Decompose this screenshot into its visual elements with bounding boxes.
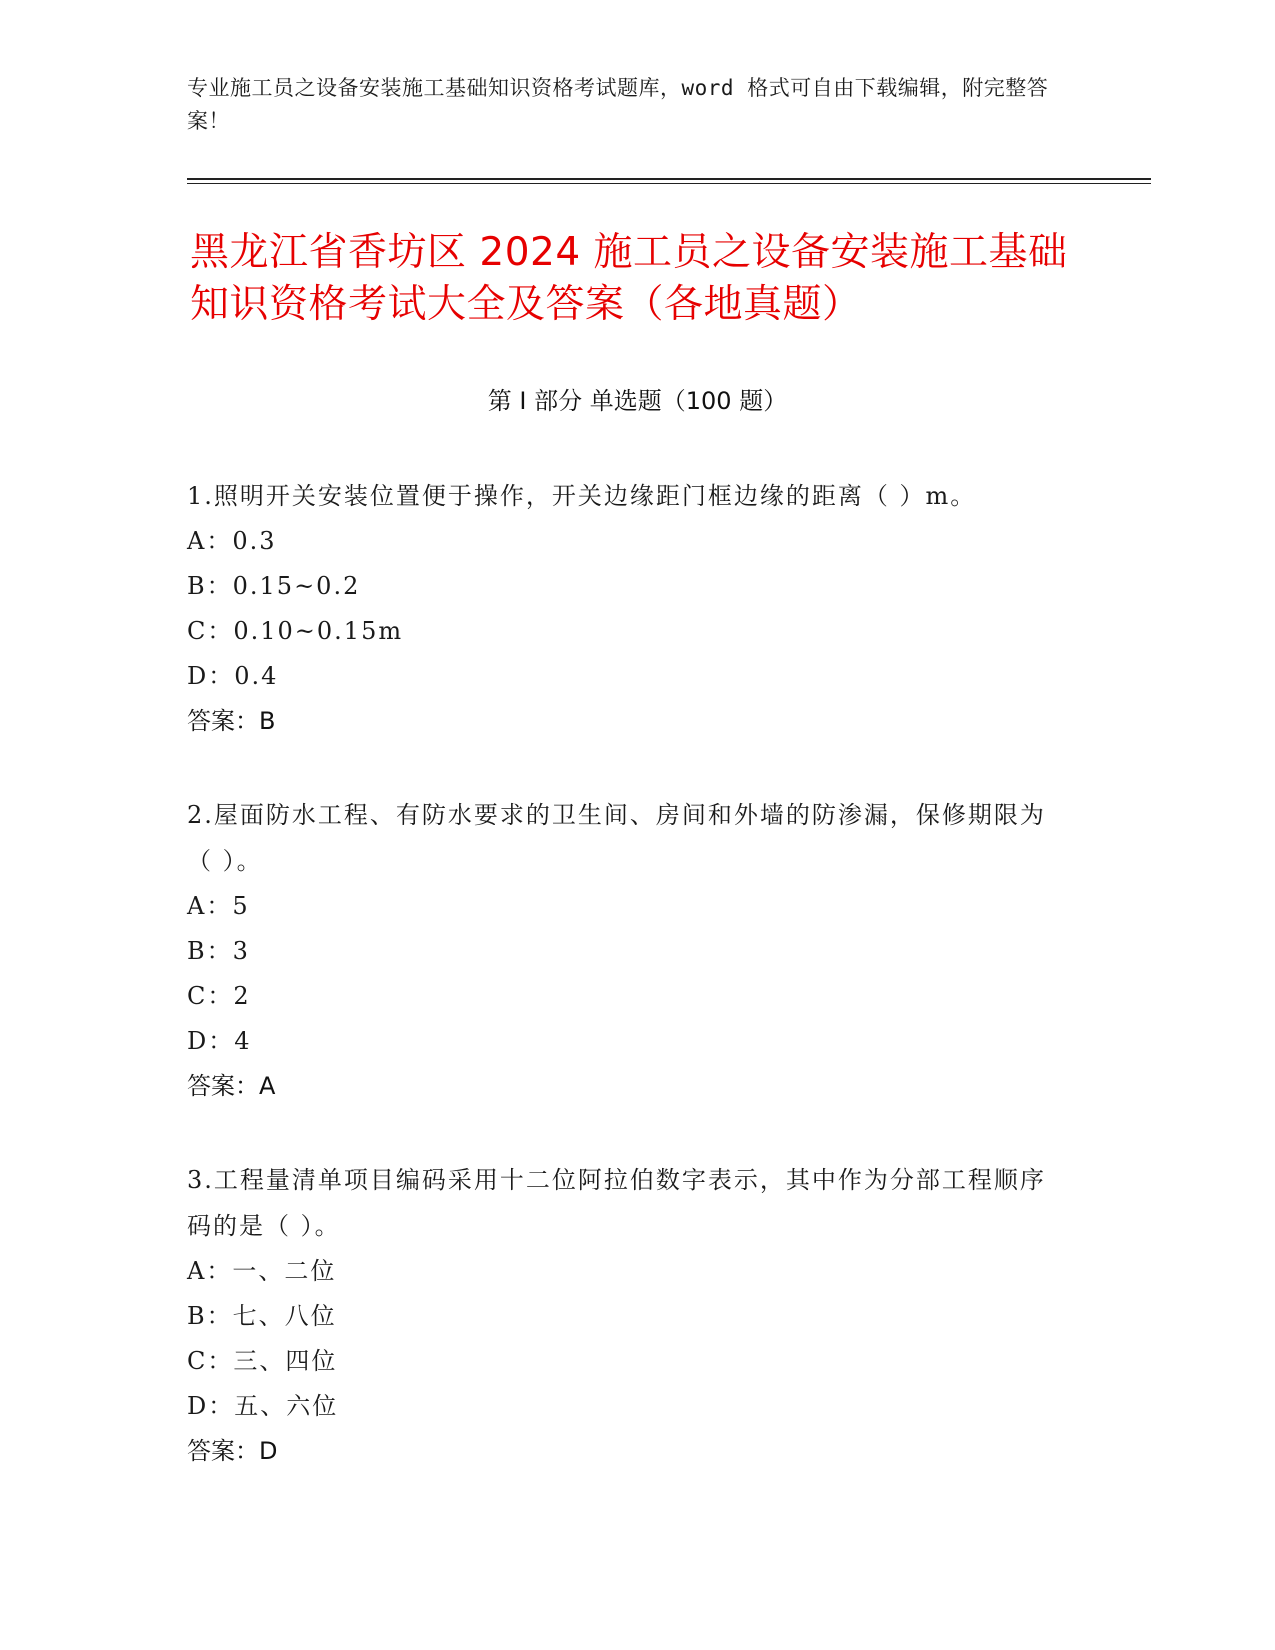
question-item xyxy=(187,473,1067,744)
question-item xyxy=(187,1157,1067,1474)
option-c: C：2 xyxy=(187,982,251,1010)
question-stem: 1.照明开关安装位置便于操作，开关边缘距门框边缘的距离（ ）m。 xyxy=(187,482,977,510)
option-b: B：3 xyxy=(187,937,250,965)
option-d: D：0.4 xyxy=(187,662,279,690)
question-item xyxy=(187,792,1067,1109)
header-divider-thick xyxy=(187,178,1151,180)
option-c: C：三、四位 xyxy=(187,1347,338,1375)
section-heading: 第 I 部分 单选题（100 题） xyxy=(487,387,788,415)
question-stem: 2.屋面防水工程、有防水要求的卫生间、房间和外墙的防渗漏，保修期限为（ ）。 xyxy=(187,801,1046,875)
option-d: D：五、六位 xyxy=(187,1392,339,1420)
option-a: A：0.3 xyxy=(187,527,277,555)
answer-line: 答案：D xyxy=(187,1437,278,1465)
option-a: A：一、二位 xyxy=(187,1257,337,1285)
header-divider-thin xyxy=(187,183,1151,184)
option-b: B：七、八位 xyxy=(187,1302,337,1330)
header-note: 专业施工员之设备安装施工基础知识资格考试题库，word 格式可自由下载编辑，附完整答案！ xyxy=(187,76,1049,133)
answer-line: 答案：B xyxy=(187,707,276,735)
question-stem: 3.工程量清单项目编码采用十二位阿拉伯数字表示，其中作为分部工程顺序码的是（ ）。 xyxy=(187,1166,1046,1240)
option-b: B：0.15~0.2 xyxy=(187,572,361,600)
option-a: A：5 xyxy=(187,892,250,920)
option-c: C：0.10~0.15m xyxy=(187,617,404,645)
answer-line: 答案：A xyxy=(187,1072,276,1100)
option-d: D：4 xyxy=(187,1027,252,1055)
document-title: 黑龙江省香坊区 2024 施工员之设备安装施工基础知识资格考试大全及答案（各地真题） xyxy=(190,230,1068,327)
question-list xyxy=(187,473,1067,1522)
